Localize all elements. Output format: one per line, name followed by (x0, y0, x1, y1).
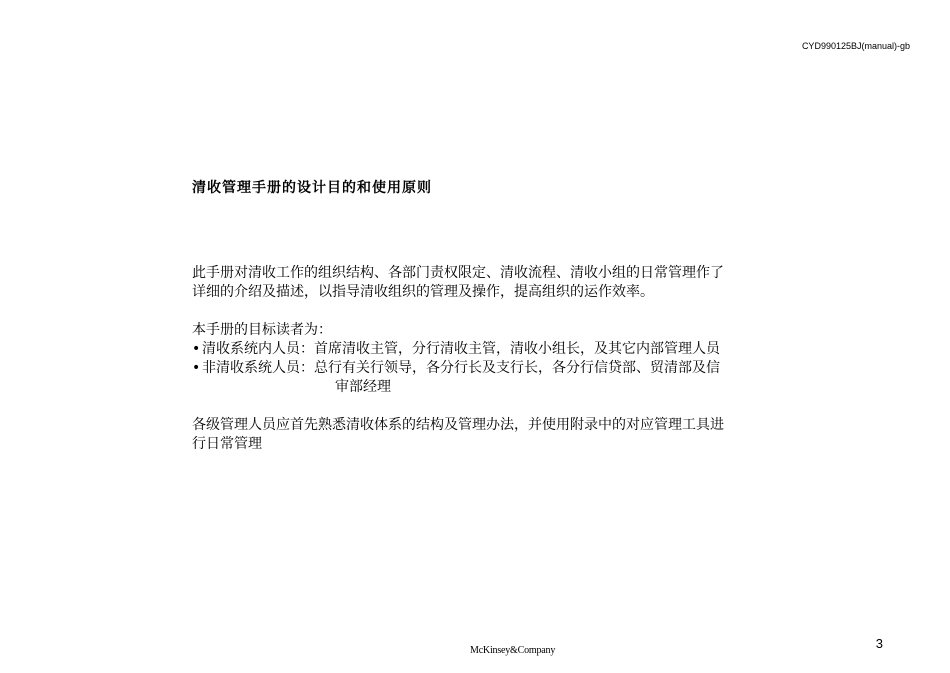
bullet-item-external (192, 359, 802, 378)
document-code: CYD990125BJ(manual)-gb (801, 41, 910, 51)
closing-line-1: 各级管理人员应首先熟悉清收体系的结构及管理办法，并使用附录中的对应管理工具进 (192, 417, 724, 433)
bullet-text: 总行有关行领导，各分行长及支行长，各分行信贷部、贸清部及信 (314, 360, 720, 376)
bullet-icon: • (192, 360, 201, 376)
closing-line-2: 行日常管理 (192, 436, 262, 452)
intro-line-1: 此手册对清收工作的组织结构、各部门责权限定、清收流程、清收小组的日常管理作了 (192, 265, 724, 281)
bullet-item-internal (192, 340, 802, 359)
bullet-continuation: 审部经理 (335, 379, 391, 395)
bullet-label: 非清收系统人员： (202, 360, 314, 376)
page-title: 清收管理手册的设计目的和使用原则 (192, 180, 432, 196)
bullet-text: 首席清收主管，分行清收主管，清收小组长，及其它内部管理人员 (314, 341, 720, 357)
bullet-label: 清收系统内人员： (202, 341, 314, 357)
body-text (192, 264, 802, 454)
page-number: 3 (875, 636, 883, 651)
company-logo: McKinsey&Company (470, 645, 556, 656)
bullet-icon: • (192, 341, 201, 357)
intro-line-2: 详细的介绍及描述，以指导清收组织的管理及操作，提高组织的运作效率。 (192, 284, 654, 300)
readers-heading: 本手册的目标读者为： (192, 322, 332, 338)
